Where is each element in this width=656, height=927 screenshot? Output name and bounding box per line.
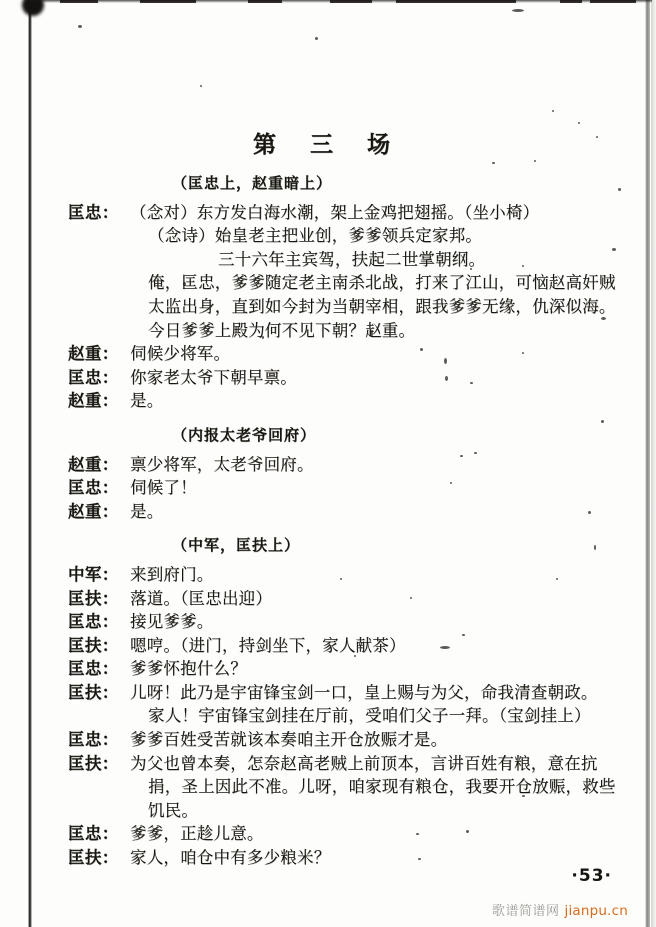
dialogue-text: 儿呀！此乃是宇宙锋宝剑一口，皇上赐与为父，命我清查朝政。: [130, 682, 598, 702]
dialogue-text: 嗯哼。（进门，持剑坐下，家人献茶）: [130, 635, 406, 655]
stage-direction-line: [68, 534, 628, 558]
dialogue-line: [68, 366, 628, 390]
stage-direction-text: （中军，匡扶上）: [172, 536, 301, 555]
speaker-label: 匡忠：: [68, 824, 119, 844]
dialogue-line: [68, 657, 628, 681]
speaker-label: 匡忠：: [68, 659, 119, 679]
paragraph-gap: [68, 413, 628, 424]
paragraph-gap: [68, 523, 628, 534]
dialogue-text: 爹爹怀抱什么？: [130, 659, 247, 679]
dialogue-text: 来到府门。: [130, 564, 214, 584]
speaker-label: 匡忠：: [68, 730, 119, 750]
dialogue-text: 家人，咱仓中有多少粮米？: [130, 848, 331, 868]
speaker-label: 匡扶：: [68, 682, 119, 702]
stage-direction-text: （内报太老爷回府）: [172, 425, 317, 444]
stage-direction-text: （匡忠上，赵重暗上）: [172, 174, 333, 192]
dialogue-text: 俺，匡忠，爹爹随定老主南杀北战，打来了江山，可恼赵高奸贼: [148, 273, 616, 293]
dialogue-text: 落道。（匡忠出迎）: [130, 588, 273, 608]
stage-direction-line: [68, 424, 628, 448]
dialogue-line: [68, 822, 628, 846]
dialogue-text: 为父也曾本奏，怎奈赵高老贼上前顶本，言讲百姓有粮，意在抗: [130, 753, 598, 773]
dialogue-line: [68, 271, 628, 295]
dialogue-text: 接见爹爹。: [130, 612, 214, 632]
dialogue-text: 家人！宇宙锋宝剑挂在厅前，受咱们父子一拜。（宝剑挂上）: [148, 706, 591, 726]
page-number: ·53·: [571, 866, 612, 886]
stage-direction-line: [68, 172, 628, 196]
speaker-label: 匡扶：: [68, 848, 119, 868]
dialogue-text: 禀少将军，太老爷回府。: [130, 454, 314, 474]
speaker-label: 匡忠：: [68, 367, 119, 387]
dialogue-line: [68, 319, 628, 343]
speaker-label: 赵重：: [68, 344, 119, 364]
dialogue-line: [68, 704, 628, 728]
watermark: [492, 900, 628, 919]
dialogue-text: 太监出身，直到如今封为当朝宰相，跟我爹爹无缘，仇深似海。: [148, 296, 616, 316]
dialogue-line: [68, 248, 628, 272]
dialogue-line: [68, 295, 628, 319]
dialogue-text: （念诗）始皇老主把业创，爹爹领兵定家邦。: [148, 226, 482, 246]
dialogue-text: 饥民。: [148, 800, 199, 820]
dialogue-text: 爹爹百姓受苦就该本奏咱主开仓放赈才是。: [130, 730, 448, 750]
speaker-label: 赵重：: [68, 501, 119, 521]
dialogue-line: [68, 775, 628, 799]
speaker-label: 匡扶：: [68, 588, 119, 608]
dialogue-line: [68, 500, 628, 524]
watermark-url: jianpu.cn: [564, 903, 629, 919]
speaker-label: 赵重：: [68, 454, 119, 474]
dialogue-line: [68, 563, 628, 587]
dialogue-text: 你家老太爷下朝早禀。: [130, 367, 297, 387]
speaker-label: 匡忠：: [68, 202, 119, 222]
speaker-label: 匡忠：: [68, 478, 119, 498]
dialogue-line: [68, 224, 628, 248]
dialogue-line: [68, 389, 628, 413]
dialogue-text: 今日爹爹上殿为何不见下朝？赵重。: [148, 320, 416, 340]
speaker-label: 匡扶：: [68, 635, 119, 655]
watermark-site-name: 歌谱简谱网: [492, 904, 560, 919]
dialogue-text: （念对）东方发白海水潮，架上金鸡把翅摇。（坐小椅）: [130, 202, 540, 222]
dialogue-line: [68, 476, 628, 500]
dialogue-line: [68, 799, 628, 823]
dialogue-line: [68, 453, 628, 477]
dialogue-text: 是。: [130, 501, 164, 521]
dialogue-line: [68, 634, 628, 658]
dialogue-text: 伺候了！: [130, 478, 197, 498]
dialogue-line: [68, 681, 628, 705]
dialogue-text: 捐，圣上因此不准。儿呀，咱家现有粮仓，我要开仓放赈，救些: [148, 777, 616, 797]
dialogue-text: 三十六年主宾驾，扶起二世掌朝纲。: [218, 249, 486, 269]
dialogue-line: [68, 201, 628, 225]
act-title: 第 三 场: [252, 132, 403, 158]
speaker-label: 匡扶：: [68, 753, 119, 773]
dialogue-line: [68, 342, 628, 366]
speaker-label: 匡忠：: [68, 612, 119, 632]
dialogue-line: [68, 587, 628, 611]
dialogue-line: [68, 728, 628, 752]
dialogue-text: 是。: [130, 391, 164, 411]
dialogue-text: 爹爹，正趁儿意。: [130, 824, 264, 844]
dialogue-line: [68, 752, 628, 776]
script-body: [68, 172, 628, 870]
speaker-label: 中军：: [68, 564, 119, 584]
dialogue-line: [68, 610, 628, 634]
dialogue-text: 伺候少将军。: [130, 344, 231, 364]
speaker-label: 赵重：: [68, 391, 119, 411]
